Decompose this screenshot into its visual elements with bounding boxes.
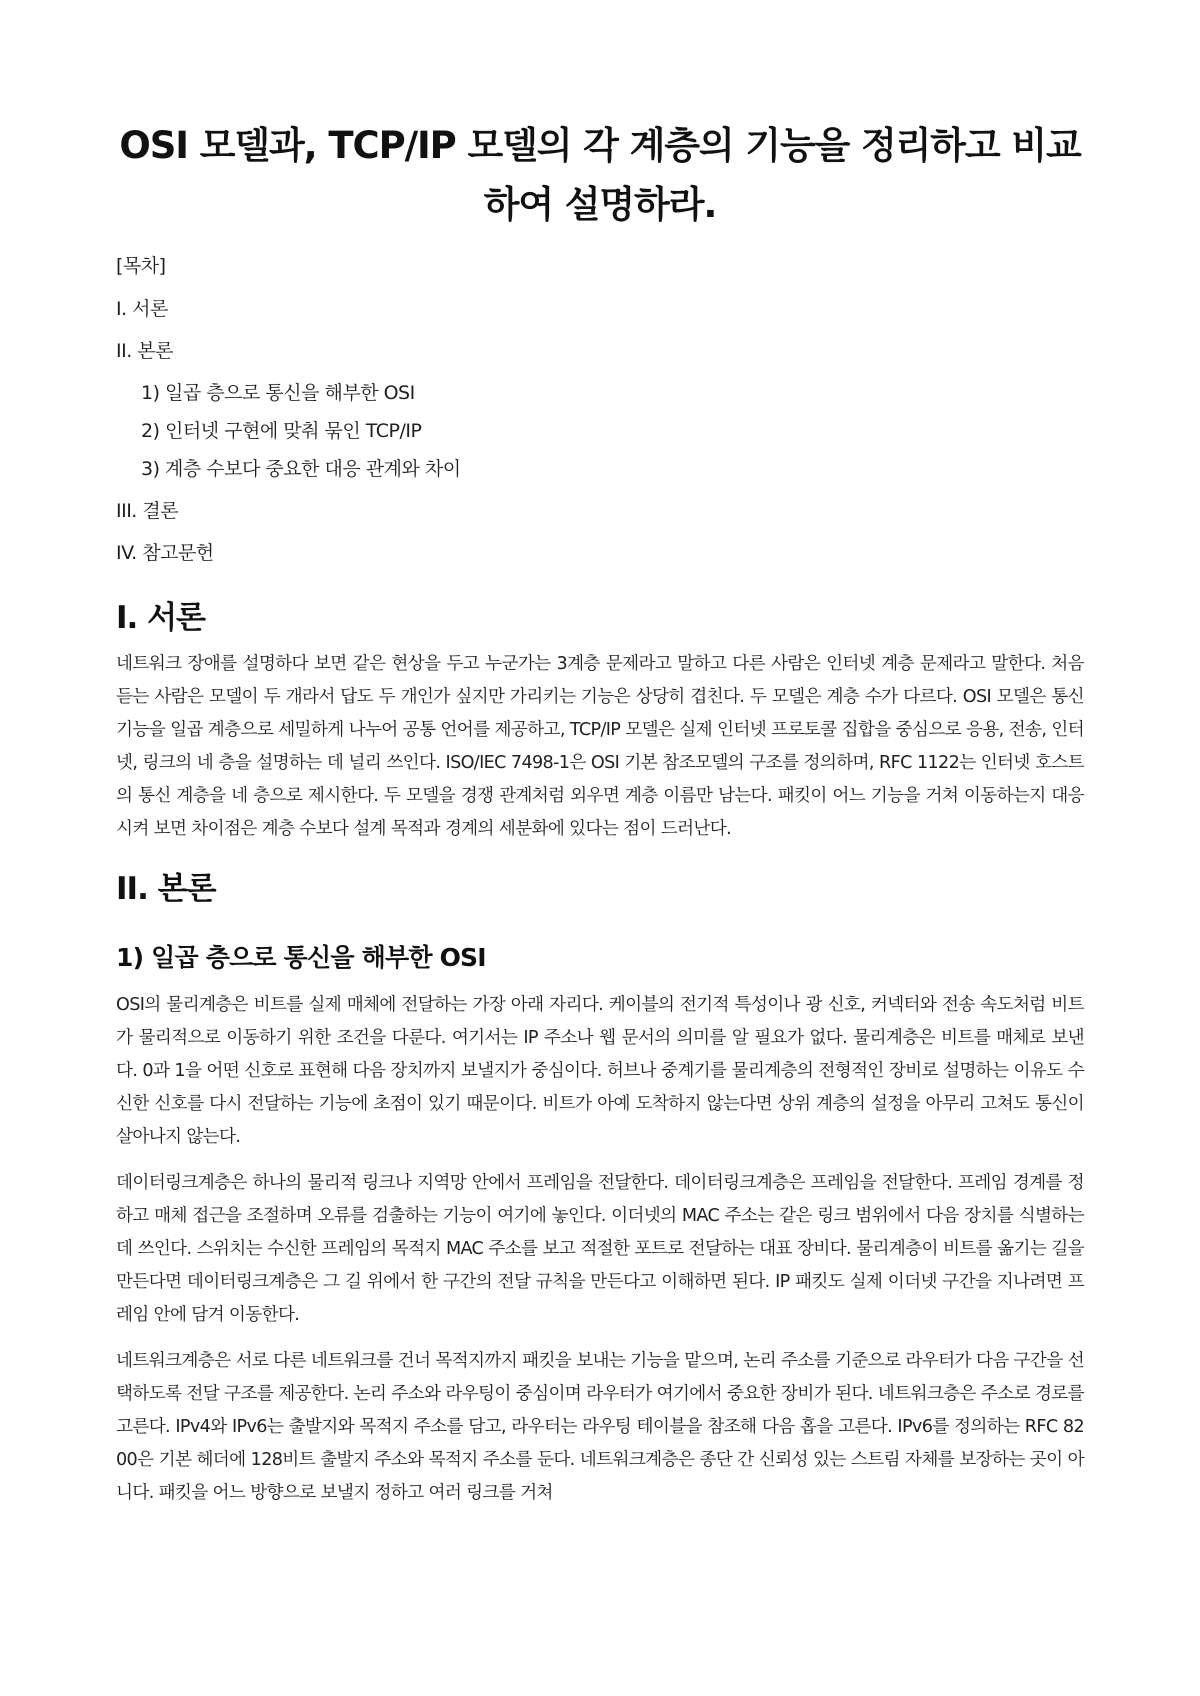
- section-heading-body: II. 본론: [116, 871, 216, 907]
- paragraph-physical-layer: OSI의 물리계층은 비트를 실제 매체에 전달하는 가장 아래 자리다. 케이블의 전기적 특성이나 광 신호, 커넥터와 전송 속도처럼 비트가 물리적으로 이동하기 위한 조건을 다룬다. 여기서는 IP 주소나 웹 문서의 의미를 알 필요가 없다. 물리계층은 비트를 매체로 보낸다. 0과 1을 어떤 신호로 표현해 다음 장치까지 보낼지가 중심이다. 허브나 중계기를 물리계층의 전형적인 장비로 설명하는 이유도 수신한 신호를 다시 전달하는 기능에 초점이 있기 때문이다. 비트가 아예 도착하지 않는다면 상위 계층의 설정을 아무리 고쳐도 통신이 살아나지 않는다.: [116, 995, 1084, 1147]
- toc-item-introduction: I. 서론: [116, 298, 168, 320]
- document-page: [116, 116, 1084, 1523]
- toc-heading: [목차]: [116, 255, 166, 277]
- introduction-paragraph: 네트워크 장애를 설명하다 보면 같은 현상을 두고 누군가는 3계층 문제라고 말하고 다른 사람은 인터넷 계층 문제라고 말한다. 처음 듣는 사람은 모델이 두 개라서 답도 두 개인가 싶지만 가리키는 기능은 상당히 겹친다. 두 모델은 계층 수가 다르다. OSI 모델은 통신 기능을 일곱 계층으로 세밀하게 나누어 공통 언어를 제공하고, TCP/IP 모델은 실제 인터넷 프로토콜 집합을 중심으로 응용, 전송, 인터넷, 링크의 네 층을 설명하는 데 널리 쓰인다. ISO/IEC 7498-1은 OSI 기본 참조모델의 구조를 정의하며, RFC 1122는 인터넷 호스트의 통신 계층을 네 층으로 제시한다. 두 모델을 경쟁 관계처럼 외우면 계층 이름만 남는다. 패킷이 어느 기능을 거쳐 이동하는지 대응시켜 보면 차이점은 계층 수보다 설계 목적과 경계의 세분화에 있다는 점이 드러난다.: [116, 654, 1084, 839]
- toc-subitem-comparison: 3) 계층 수보다 중요한 대응 관계와 차이: [141, 458, 461, 480]
- toc-item-references: IV. 참고문헌: [116, 542, 214, 564]
- table-of-contents: [116, 254, 1084, 565]
- toc-subitem-tcpip: 2) 인터넷 구현에 맞춰 묶인 TCP/IP: [141, 420, 422, 442]
- subsection-heading-osi: 1) 일곱 층으로 통신을 해부한 OSI: [116, 943, 486, 972]
- document-title: OSI 모델과, TCP/IP 모델의 각 계층의 기능을 정리하고 비교하여 설명하라.: [119, 124, 1081, 226]
- paragraph-data-link-layer: 데이터링크계층은 하나의 물리적 링크나 지역망 안에서 프레임을 전달한다. 데이터링크계층은 프레임을 전달한다. 프레임 경계를 정하고 매체 접근을 조절하며 오류를 검출하는 기능이 여기에 놓인다. 이더넷의 MAC 주소는 같은 링크 범위에서 다음 장치를 식별하는 데 쓰인다. 스위치는 수신한 프레임의 목적지 MAC 주소를 보고 적절한 포트로 전달하는 대표 장비다. 물리계층이 비트를 옮기는 길을 만든다면 데이터링크계층은 그 길 위에서 한 구간의 전달 규칙을 만든다고 이해하면 된다. IP 패킷도 실제 이더넷 구간을 지나려면 프레임 안에 담겨 이동한다.: [116, 1173, 1084, 1325]
- toc-item-body: II. 본론: [116, 340, 173, 362]
- paragraph-network-layer: 네트워크계층은 서로 다른 네트워크를 건너 목적지까지 패킷을 보내는 기능을 맡으며, 논리 주소를 기준으로 라우터가 다음 구간을 선택하도록 전달 구조를 제공한다. 논리 주소와 라우팅이 중심이며 라우터가 여기에서 중요한 장비가 된다. 네트워크층은 주소로 경로를 고른다. IPv4와 IPv6는 출발지와 목적지 주소를 담고, 라우터는 라우팅 테이블을 참조해 다음 홉을 고른다. IPv6를 정의하는 RFC 8200은 기본 헤더에 128비트 출발지 주소와 목적지 주소를 둔다. 네트워크계층은 종단 간 신뢰성 있는 스트림 자체를 보장하는 곳이 아니다. 패킷을 어느 방향으로 보낼지 정하고 여러 링크를 거쳐: [116, 1351, 1084, 1503]
- toc-subitem-osi: 1) 일곱 층으로 통신을 해부한 OSI: [141, 382, 415, 404]
- section-heading-introduction: I. 서론: [116, 600, 205, 636]
- toc-item-conclusion: III. 결론: [116, 500, 179, 522]
